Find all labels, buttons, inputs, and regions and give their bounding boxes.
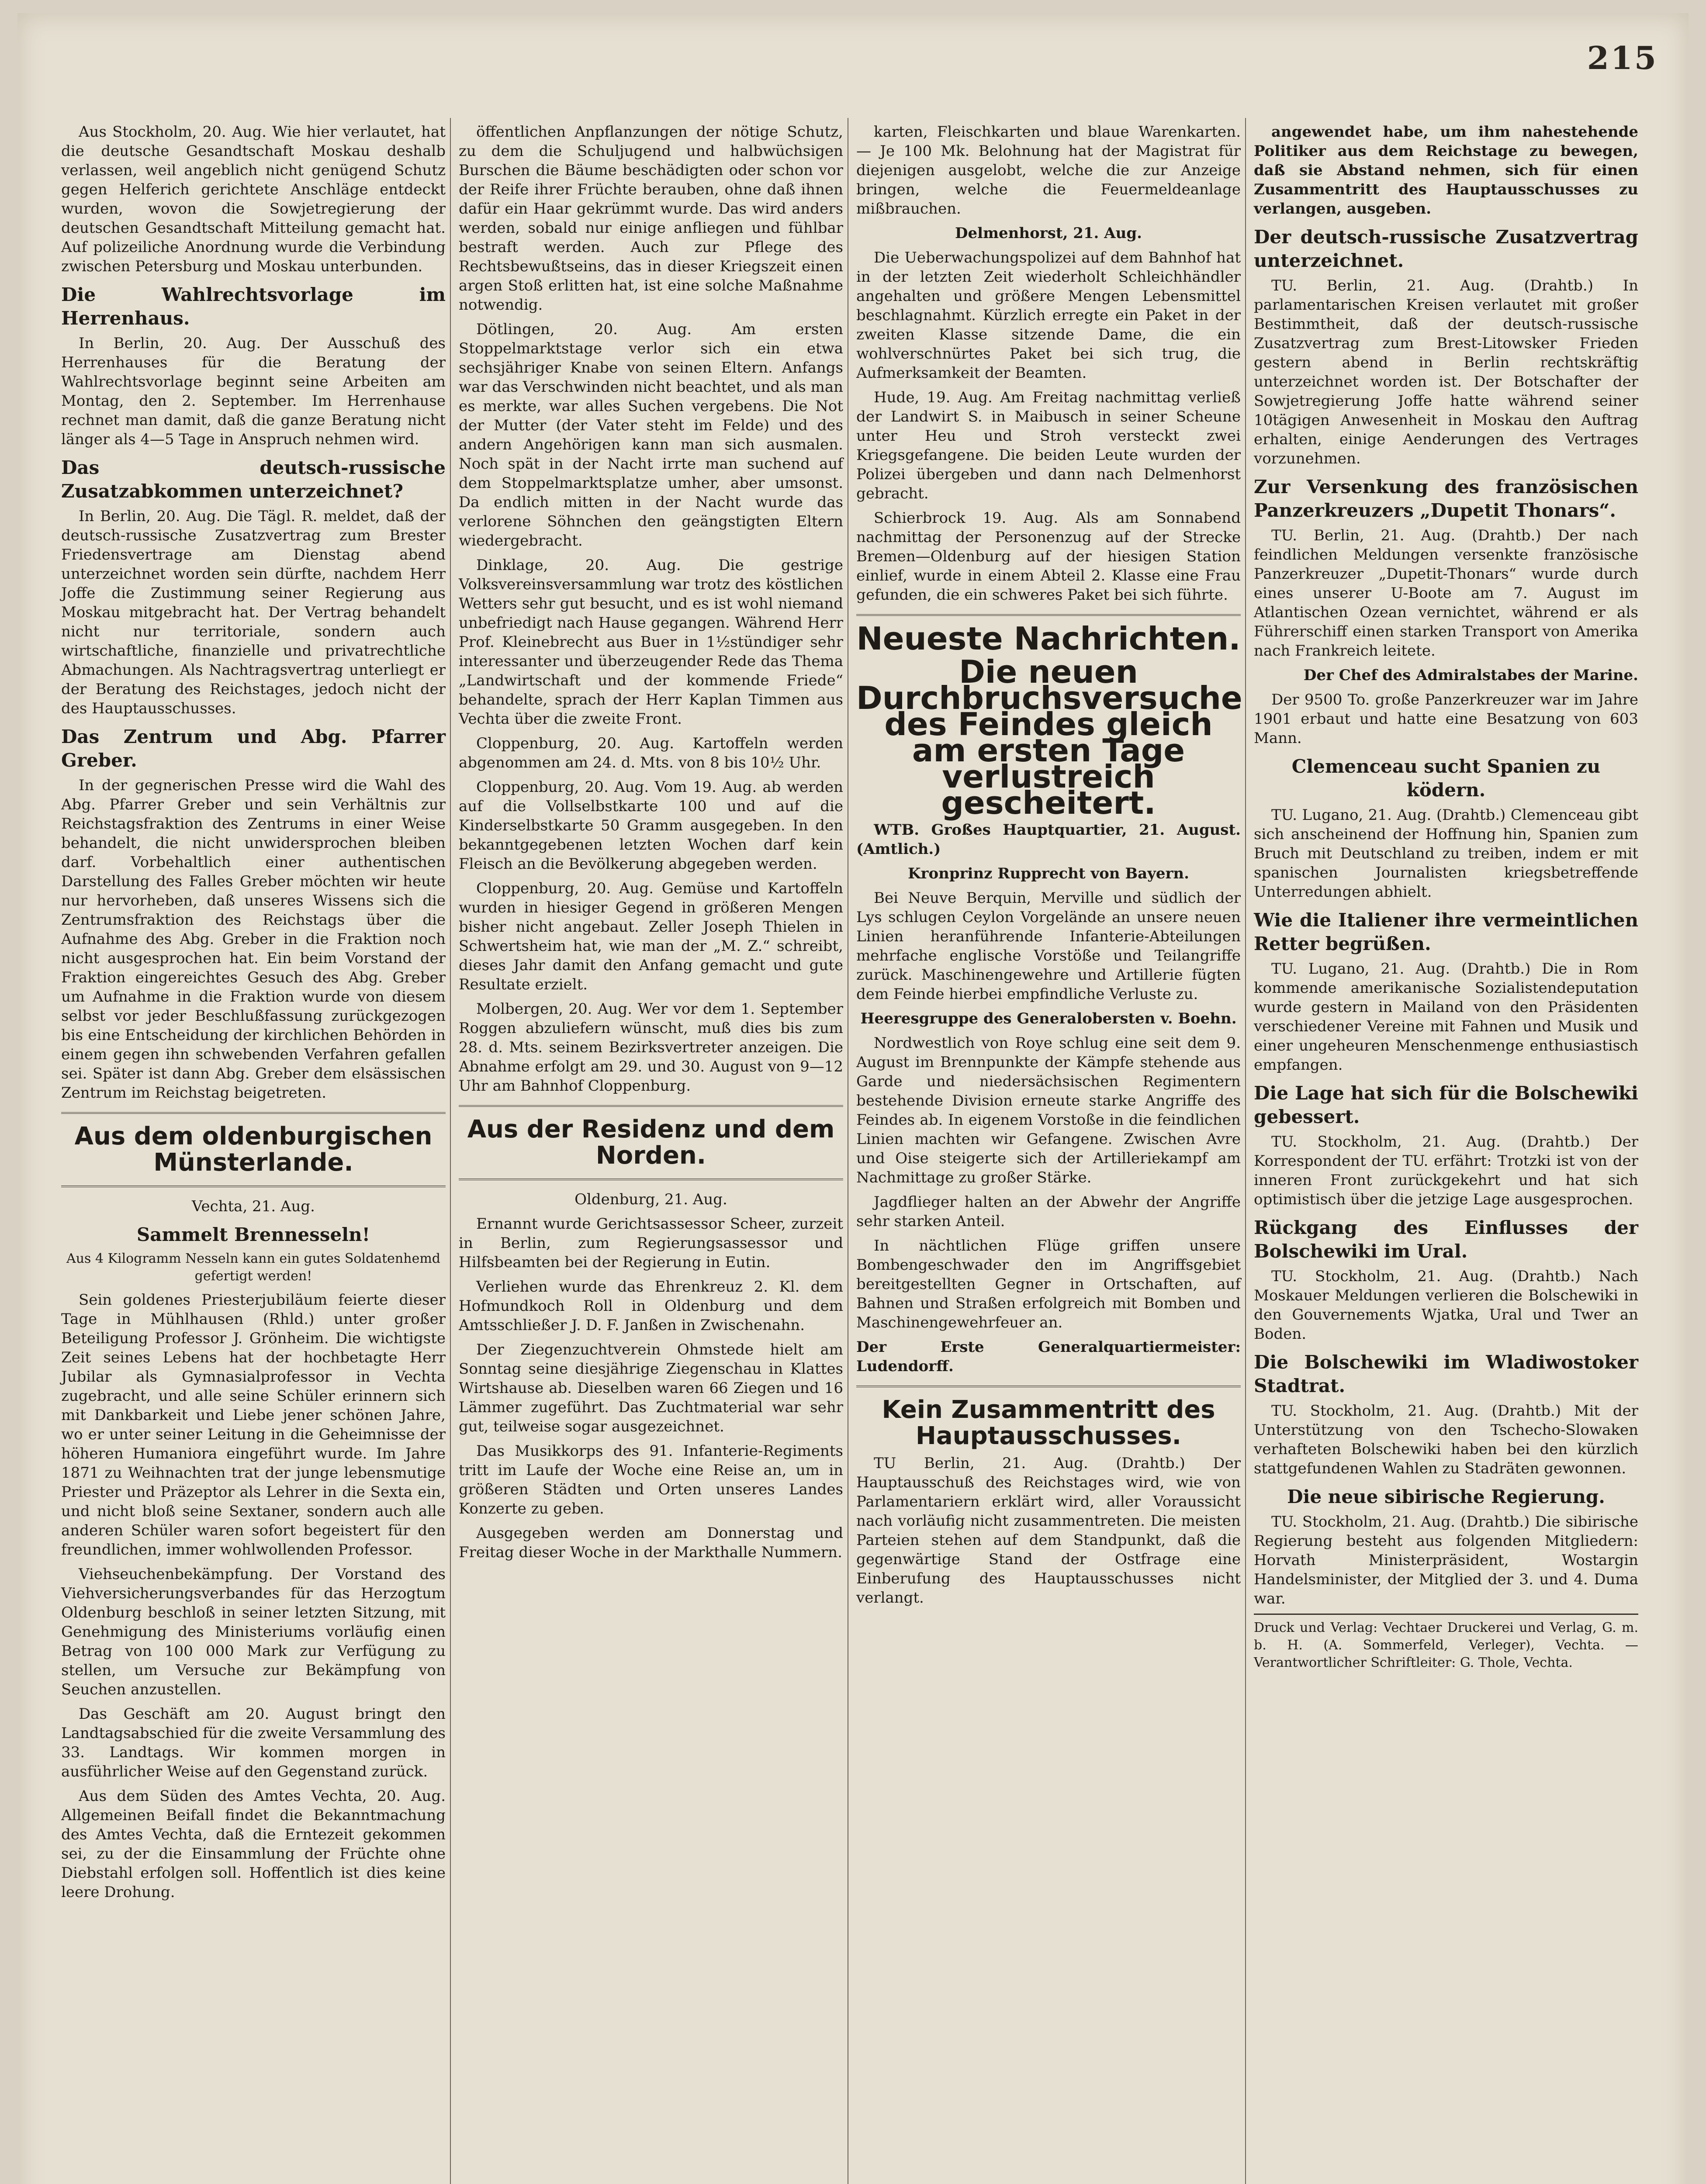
article-lys: Bei Neuve Berquin, Merville und südlich der Lys schlugen Ceylon Vorgelände an unsere neuen Linien heranführende Infanterie-Abteilungen mehrfache englische Vorstöße und Teilangriffe zurück. Maschinengewehre und Artillerie fügten dem Feinde hierbei empfindliche Verluste zu.	[856, 889, 1241, 1003]
section-rule	[61, 1112, 446, 1114]
section-rule	[459, 1178, 843, 1180]
article-ernannt: Ernannt wurde Gerichtsassessor Scheer, zurzeit in Berlin, zum Regierungsassessor und Hilfsbeamten bei der Regierung in Eutin.	[459, 1215, 843, 1271]
headline-italiener: Wie die Italiener ihre vermeintlichen Retter begrüßen.	[1254, 909, 1638, 954]
article-dinklage: Dinklage, 20. Aug. Die gestrige Volksvereinsversammlung war trotz des köstlichen Wetters sehr gut besucht, und es ist wohl niemand unbefriedigt nach Hause gegangen. Während Herr Prof. Kleinebrecht aus Buer in 1½stündiger sehr interessanter und überzeugender Rede das Thema „Landwirtschaft und der kommende Friede“ behandelte, sprach der Herr Kaplan Timmen aus Vechta über die zweite Front.	[459, 556, 843, 728]
article-zusatzabkommen: In Berlin, 20. Aug. Die Tägl. R. meldet, daß der deutsch-russische Zusatzvertrag zum Brester Friedensvertrage am Dienstag abend unterzeichnet worden sein dürfte, nachdem Herr Joffe die Zustimmung seiner Regierung aus Moskau mitgebracht hat. Der Vertrag behandelt nicht nur territoriale, sondern auch wirtschaftliche, finanzielle und privatrechtliche Abmachungen. Als Nachtragsvertrag unterliegt er der Beratung des Reichstages, jedoch nicht der des Hauptausschusses.	[61, 508, 446, 717]
column-divider	[450, 118, 451, 2184]
article-bombengeschwader: In nächtlichen Flüge griffen unsere Bombengeschwader den im Angriffsgebiet bereitgestellten Gegner in Ortschaften, auf Bahnen und Straßen erfolgreich mit Bomben und Maschinengewehrfeuer an.	[856, 1237, 1241, 1331]
dateline: Vechta, 21. Aug.	[192, 1198, 315, 1215]
article-molbergen: Molbergen, 20. Aug. Wer vor dem 1. September Roggen abzuliefern wünscht, muß dies bis zum 28. d. Mts. seinem Bezirksvertreter anzeigen. Die Abnahme erfolgt am 29. und 30. August von 9—12 Uhr am Bahnhof Cloppenburg.	[459, 1000, 843, 1095]
article-hude: Hude, 19. Aug. Am Freitag nachmittag verließ der Landwirt S. in Maibusch in seiner Scheune unter Heu und Stroh versteckt zwei Kriegsgefangene. Die beiden Leute wurden der Polizei übergeben und dann nach Delmenhorst gebracht.	[856, 389, 1241, 502]
section-rule	[856, 1386, 1241, 1387]
headline-zusatzvertrag: Der deutsch-russische Zusatzvertrag unterzeichnet.	[1254, 226, 1638, 271]
dateline: Oldenburg, 21. Aug.	[574, 1191, 727, 1208]
section-rule	[856, 614, 1241, 616]
headline-hauptausschuss: Kein Zusammentritt des Hauptausschusses.	[882, 1396, 1215, 1450]
subheading-brennesseln: Aus 4 Kilogramm Nesseln kann ein gutes Soldatenhemd gefertigt werden!	[66, 1251, 440, 1284]
headline-ural: Rückgang des Einflusses der Bolschewiki im Ural.	[1254, 1217, 1638, 1262]
article-bolschewiki-lage: TU. Stockholm, 21. Aug. (Drahtb.) Der Korrespondent der TU. erfährt: Trotzki ist von der inneren Front zurückgekehrt und hat sich optimistisch über die jetzige Lage ausgesprochen.	[1254, 1133, 1638, 1208]
article-stockholm: Aus Stockholm, 20. Aug. Wie hier verlautet, hat die deutsche Gesandtschaft Moskau deshalb verlassen, weil angeblich nicht genügend Schutz gegen Helferich gerichtete Anschläge entdeckt wurden, wovon die Sowjetregierung der deutschen Gesandtschaft Mitteilung gemacht hat. Auf polizeiliche Anordnung wurde die Verbindung zwischen Petersburg und Moskau unterbunden.	[61, 123, 446, 275]
headline-sibirien: Die neue sibirische Regierung.	[1287, 1486, 1605, 1507]
article-sibirien: TU. Stockholm, 21. Aug. (Drahtb.) Die sibirische Regierung besteht aus folgenden Mitgliedern: Horvath Ministerpräsident, Wostargin Handelsminister, der Mitglied der 3. und 4. Duma war.	[1254, 1513, 1638, 1607]
article-cloppenburg-fleisch: Cloppenburg, 20. Aug. Vom 19. Aug. ab werden auf die Vollselbstkarte 100 und auf die Kinderselbstkarte 50 Gramm ausgegeben. In den bekanntgegebenen letzten Wochen darf kein Fleisch an die Bevölkerung abgegeben werden.	[459, 778, 843, 873]
column-divider	[1245, 118, 1246, 2184]
headline-brennesseln: Sammelt Brennesseln!	[136, 1224, 370, 1245]
article-anpflanzungen: öffentlichen Anpflanzungen der nötige Schutz, zu dem die Schuljugend und halbwüchsigen Burschen die Bäume beschädigten oder schon vor der Reife ihrer Früchte berauben, ohne daß ihnen dafür ein Haar gekrümmt wurde. Das wird anders werden, sobald nur einige anfliegen und fühlbar bestraft werden. Auch zur Pflege des Rechtsbewußtseins, das in dieser Kriegszeit einen argen Stoß erlitten hat, ist eine solche Maßnahme notwendig.	[459, 123, 843, 314]
section-rule	[61, 1185, 446, 1187]
column-3	[856, 122, 1241, 1613]
headline-wahlrecht: Die Wahlrechtsvorlage im Herrenhaus.	[61, 284, 446, 329]
article-schierbrock: Schierbrock 19. Aug. Als am Sonnabend nachmittag der Personenzug auf der Strecke Bremen—Oldenburg auf der hiesigen Station einlief, wurde in einem Abteil 2. Klasse eine Frau gefunden, die ein schweres Paket bei sich führte.	[856, 509, 1241, 604]
article-ural: TU. Stockholm, 21. Aug. (Drahtb.) Nach Moskauer Meldungen verlieren die Bolschewiki in den Gouvernements Wjatka, Ural und Twer an Boden.	[1254, 1268, 1638, 1343]
headline-panzerkreuzer: Zur Versenkung des französischen Panzerkreuzers „Dupetit Thonars“.	[1254, 476, 1638, 521]
headline-clemenceau: Clemenceau sucht Spanien zu ködern.	[1291, 756, 1601, 801]
article-amt-vechta: Aus dem Süden des Amtes Vechta, 20. Aug. Allgemeinen Beifall findet die Bekanntmachung des Amtes Vechta, daß die Erntezeit gekommen sei, zu der die Einsammlung der Früchte ohne Diebstahl erfolgen soll. Hoffentlich ist dies keine leere Drohung.	[61, 1787, 446, 1901]
subheading-boehn: Heeresgruppe des Generalobersten v. Boehn.	[860, 1010, 1237, 1027]
headline-zentrum: Das Zentrum und Abg. Pfarrer Greber.	[61, 726, 446, 771]
headline-durchbruchsversuche: Die neuen Durchbruchsversuche des Feindes gleich am ersten Tage verlustreich gescheitert.	[856, 653, 1242, 821]
section-heading-residenz: Aus der Residenz und dem Norden.	[467, 1115, 835, 1170]
signature-ludendorff: Der Erste Generalquartiermeister: Ludendorff.	[856, 1338, 1241, 1375]
admiralstab-signature: Der Chef des Admiralstabes der Marine.	[1303, 667, 1638, 684]
page-number: 215	[1587, 39, 1658, 76]
headline-bolschewiki-lage: Die Lage hat sich für die Bolschewiki gebessert.	[1254, 1082, 1638, 1127]
article-cloppenburg-gemuese: Cloppenburg, 20. Aug. Gemüse und Kartoffeln wurden in hiesiger Gegend in größeren Mengen bisher nicht angebaut. Zeller Joseph Thielen in Schwertsheim hat, wie man der „M. Z.“ schreibt, dieses Jahr damit den Anfang gemacht und gute Resultate erzielt.	[459, 880, 843, 993]
article-warenkarten: karten, Fleischkarten und blaue Warenkarten. — Je 100 Mk. Belohnung hat der Magistrat für diejenigen ausgelobt, welche die zur Anzeige bringen, welche die Feuermeldeanlage mißbrauchen.	[856, 123, 1241, 218]
article-hauptausschuss: TU Berlin, 21. Aug. (Drahtb.) Der Hauptausschuß des Reichstages wird, wie von Parlamentariern erklärt wird, aller Voraussicht nach vorläufig nicht zusammentreten. Die meisten Parteien stehen auf dem Standpunkt, daß die gegenwärtige Stand der Ostfrage eine Einberufung des Hauptausschusses nicht verlangt.	[856, 1455, 1241, 1607]
article-viehseuchen: Viehseuchenbekämpfung. Der Vorstand des Viehversicherungsverbandes für das Herzogtum Oldenburg beschloß in seiner letzten Sitzung, mit Genehmigung des Ministeriums vorläufig einen Betrag von 100 000 Mark zur Verfügung zu stellen, um Versuche zur Bekämpfung von Seuchen anzustellen.	[61, 1565, 446, 1698]
headline-wladiwostok: Die Bolschewiki im Wladiwostoker Stadtrat.	[1254, 1351, 1638, 1396]
column-1	[61, 122, 446, 1907]
section-heading-muensterland: Aus dem oldenburgischen Münsterlande.	[74, 1122, 433, 1177]
article-italiener: TU. Lugano, 21. Aug. (Drahtb.) Die in Rom kommende amerikanische Sozialistendeputation wurde gestern in Mailand von den Präsidenten verschiedener Vereine mit Fahnen und Musik und einer ungeheuren Menschenmenge enthusiastisch empfangen.	[1254, 960, 1638, 1074]
subheading-rupprecht: Kronprinz Rupprecht von Bayern.	[908, 865, 1189, 882]
article-ausgegeben: Ausgegeben werden am Donnerstag und Freitag dieser Woche in der Markthalle Nummern.	[459, 1524, 843, 1561]
newspaper-page	[17, 13, 1689, 2184]
article-wahlrecht: In Berlin, 20. Aug. Der Ausschuß des Herrenhauses für die Beratung der Wahlrechtsvorlage beginnt seine Arbeiten am Montag, den 2. September. Im Herrenhause rechnet man damit, daß die ganze Beratung nicht länger als 4—5 Tage in Anspruch nehmen wird.	[61, 335, 446, 448]
headline-neueste-nachrichten: Neueste Nachrichten.	[856, 620, 1241, 657]
article-roye: Nordwestlich von Roye schlug eine seit dem 9. August im Brennpunkte der Kämpfe stehende aus Garde und niedersächsischen Regimentern bestehende Division erneute starke Angriffe des Feindes ab. In eigenem Vorstoße in die feindlichen Linien machten wir Gefangene. Zwischen Avre und Oise steigerte sich der Artilleriekampf am Nachmittage zu großer Stärke.	[856, 1034, 1241, 1186]
article-musikkorps: Das Musikkorps des 91. Infanterie-Regiments tritt im Laufe der Woche eine Reise an, um in größeren Städten und Orten unseres Landes Konzerte zu geben.	[459, 1442, 843, 1517]
article-panzerkreuzer-details: Der 9500 To. große Panzerkreuzer war im Jahre 1901 erbaut und hatte eine Besatzung von 603 Mann.	[1254, 691, 1638, 747]
article-clemenceau: TU. Lugano, 21. Aug. (Drahtb.) Clemenceau gibt sich anscheinend der Hoffnung hin, Spanien zum Bruch mit Deutschland zu treiben, indem er mit spanischen Journalisten kriegsbetreffende Unterredungen abhielt.	[1254, 806, 1638, 901]
article-wladiwostok: TU. Stockholm, 21. Aug. (Drahtb.) Mit der Unterstützung von den Tschecho-Slowaken verhafteten Bolschewiki haben bei den kürzlich stattgefundenen Wahlen zu Stadräten gewonnen.	[1254, 1402, 1638, 1477]
article-landtag: Das Geschäft am 20. August bringt den Landtagsabschied für die zweite Versammlung des 33. Landtags. Wir kommen morgen in ausführlicher Weise auf den Gegenstand zurück.	[61, 1705, 446, 1780]
dateline-delmenhorst: Delmenhorst, 21. Aug.	[955, 225, 1142, 242]
section-rule	[459, 1105, 843, 1107]
column-2	[459, 122, 843, 1567]
article-panzerkreuzer: TU. Berlin, 21. Aug. (Drahtb.) Der nach feindlichen Meldungen versenkte französische Panzerkreuzer „Dupetit-Thonars“ wurde durch eines unserer U-Boote am 7. August im Atlantischen Ozean vernichtet, während er als Führerschiff einen starken Transport von Amerika nach Frankreich leitete.	[1254, 527, 1638, 660]
article-zentrum: In der gegnerischen Presse wird die Wahl des Abg. Pfarrer Greber und sein Verhältnis zur Reichstagsfraktion des Zentrums in einer Weise behandelt, die nicht unwidersprochen bleiben darf. Vorbehaltlich einer authentischen Darstellung des Falles Greber möchten wir heute nur hervorheben, daß unseres Wissens sich die Zentrumsfraktion des Reichstags über die Aufnahme des Abg. Greber in die Fraktion noch nicht ausgesprochen hat. Ein beim Vorstand der Fraktion eingereichtes Gesuch des Abg. Greber um Aufnahme in die Fraktion wurde von diesem selbst vor jeder Beschlußfassung zurückgezogen bis eine Entscheidung der kirchlichen Behörden in einem gegen ihn schwebenden Verfahren gefallen sei. Später ist dann Abg. Greber dem elsässischen Zentrum im Reichstag beigetreten.	[61, 777, 446, 1102]
headline-zusatzabkommen: Das deutsch-russische Zusatzabkommen unterzeichnet?	[61, 457, 446, 502]
article-priesterjubilaeum: Sein goldenes Priesterjubiläum feierte dieser Tage in Mühlhausen (Rhld.) unter großer Beteiligung Professor J. Grönheim. Die wichtigste Zeit seines Lebens hat der hochbetagte Herr Jubilar als Gymnasialprofessor in Vechta zugebracht, und alle seine Schüler erinnern sich mit Dankbarkeit und Liebe jener schönen Jahre, wo er unter seiner Leitung in die Geheimnisse der höheren Humaniora eingeführt wurde. Im Jahre 1871 zu Weihnachten trat der junge lebensmutige Priester und Präzeptor als Lehrer in die Sexta ein, und nicht bloß seine Sextaner, sondern auch alle anderen Schüler waren sofort begeistert für den freundlichen, immer wohlwollenden Professor.	[61, 1291, 446, 1559]
column-4	[1254, 122, 1638, 1672]
article-cloppenburg-kartoffeln: Cloppenburg, 20. Aug. Kartoffeln werden abgenommen am 24. d. Mts. von 8 bis 10½ Uhr.	[459, 735, 843, 771]
article-verliehen: Verliehen wurde das Ehrenkreuz 2. Kl. dem Hofmundkoch Roll in Oldenburg und dem Amtsschließer J. D. F. Janßen in Zwischenahn.	[459, 1278, 843, 1334]
article-zusatzvertrag: TU. Berlin, 21. Aug. (Drahtb.) In parlamentarischen Kreisen verlautet mit großer Bestimmtheit, daß der deutsch-russische Zusatzvertrag zum Brest-Litowsker Frieden gestern abend in Berlin rechtskräftig unterzeichnet worden ist. Der Botschafter der Sowjetregierung Joffe hatte während seiner 10tägigen Anwesenheit in Moskau den Auftrag erhalten, einige Aenderungen des Vertrages vorzunehmen.	[1254, 277, 1638, 467]
article-ziegenzucht: Der Ziegenzuchtverein Ohmstede hielt am Sonntag seine diesjährige Ziegenschau in Klattes Wirtshause ab. Dieselben waren 66 Ziegen und 16 Lämmer zugeführt. Das Zuchtmaterial war sehr gut, teilweise sogar ausgezeichnet.	[459, 1341, 843, 1435]
article-politiker: angewendet habe, um ihm nahestehende Politiker aus dem Reichstage zu bewegen, daß sie Abstand nehmen, sich für einen Zusammentritt des Hauptausschusses zu verlangen, ausgeben.	[1254, 123, 1638, 218]
article-delmenhorst: Die Ueberwachungspolizei auf dem Bahnhof hat in der letzten Zeit wiederholt Schleichhändler angehalten und größere Mengen Lebensmittel beschlagnahmt. Kürzlich erregte ein Paket in der zweiten Klasse sitzende Dame, die ein wohlverschnürtes Paket bei sich trug, die Aufmerksamkeit der Beamten.	[856, 249, 1241, 382]
wtb-dateline: WTB. Großes Hauptquartier, 21. August. (Amtlich.)	[856, 821, 1241, 858]
article-jagdflieger: Jagdflieger halten an der Abwehr der Angriffe sehr starken Anteil.	[856, 1193, 1241, 1230]
article-doetlingen: Dötlingen, 20. Aug. Am ersten Stoppelmarktstage verlor sich ein etwa sechsjähriger Knabe von seinen Eltern. Anfangs war das Verschwinden nicht beachtet, und als man es merkte, war alles Suchen vergebens. Die Not der Mutter (der Vater steht im Felde) und des andern Angehörigen kann man sich ausmalen. Noch spät in der Nacht irrte man suchend auf dem Stoppelmarktsplatze umher, aber umsonst. Da endlich mitten in der Nacht wurde das verlorene Söhnchen den geängstigten Eltern wiedergebracht.	[459, 321, 843, 549]
imprint: Druck und Verlag: Vechtaer Druckerei und Verlag, G. m. b. H. (A. Sommerfeld, Verleger), Vechta. — Verantwortlicher Schriftleiter: G. Thole, Vechta.	[1254, 1614, 1638, 1672]
